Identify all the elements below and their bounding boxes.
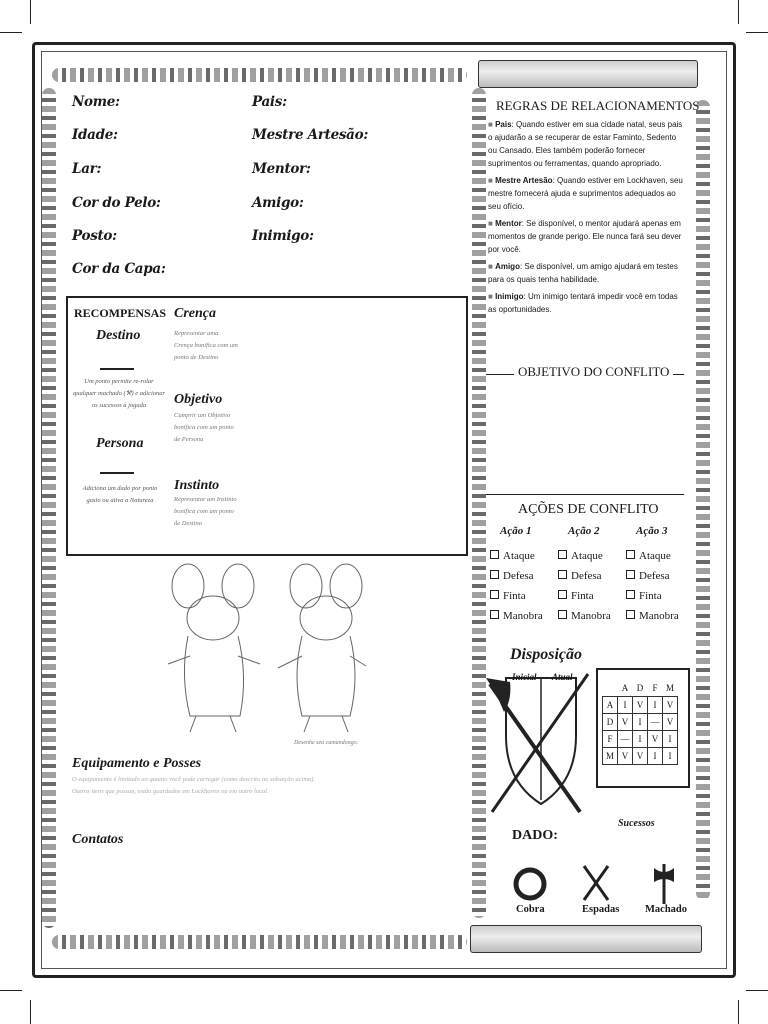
field-inimigo[interactable]: Inimigo: <box>252 228 314 244</box>
rules-title: REGRAS DE RELACIONAMENTOS <box>496 98 700 113</box>
action-3-label: Ação 3 <box>636 525 668 537</box>
checkbox-manobra[interactable]: Manobra <box>490 606 543 626</box>
persona-value-line[interactable] <box>100 472 134 474</box>
crop-mark <box>746 32 768 33</box>
persona-text: Adiciona um dado por ponto gasto ou ativa a Natureza <box>82 485 158 504</box>
checkbox-finta[interactable]: Finta <box>490 586 543 606</box>
disposition-current-label: Atual <box>552 672 573 682</box>
destino-text: Um ponto permite re-rolar qualquer machado (⚒) e adicionar os sucessos à jogada <box>72 378 166 409</box>
mouse-drawing-illustration[interactable] <box>160 556 370 746</box>
checkbox-defesa[interactable]: Defesa <box>626 566 679 586</box>
action-2-options <box>558 546 611 626</box>
contacts-title: Contatos <box>72 832 124 847</box>
action-2-label: Ação 2 <box>568 525 600 537</box>
field-mentor[interactable]: Mentor: <box>252 161 311 177</box>
checkbox-manobra[interactable]: Manobra <box>626 606 679 626</box>
rule-item: ■ Pais: Quando estiver em sua cidade natal, seus pais o ajudarão a se recuperar de estar Faminto, Sedento ou Cansado. Eles também poderão fornecer suprimentos ou ferramentas, quando apropriado. <box>488 120 683 168</box>
dice-faces-icons <box>508 860 688 906</box>
crenca-label: Crença <box>174 306 216 321</box>
objetivo-label: Objetivo <box>174 392 223 407</box>
rule-item: ■ Mentor: Se disponível, o mentor ajudará apenas em momentos de grande perigo. Ele nunca fará seu dever por você. <box>488 219 682 254</box>
disposition-current-field[interactable] <box>550 686 584 756</box>
checkbox-finta[interactable]: Finta <box>558 586 611 606</box>
field-amigo[interactable]: Amigo: <box>252 195 304 211</box>
action-1-options <box>490 546 543 626</box>
dice-title: DADO: <box>512 828 558 843</box>
equipment-title: Equipamento e Posses <box>72 756 202 771</box>
crop-mark <box>738 0 739 24</box>
destino-value-line[interactable] <box>100 368 134 370</box>
checkbox-finta[interactable]: Finta <box>626 586 679 606</box>
right-knotwork-border <box>696 100 710 900</box>
dice-face-espadas: Espadas <box>582 904 620 915</box>
swords-icon <box>584 866 608 900</box>
equipment-text: O equipamento é limitado ao quanto você pode carregar (como descrito no sobseção acima). Outros itens que possua, estão guardados em Lockhaven ou em outro local. <box>72 776 316 795</box>
field-cor-do-pelo[interactable]: Cor do Pelo: <box>72 195 161 211</box>
action-3-options <box>626 546 679 626</box>
checkbox-manobra[interactable]: Manobra <box>558 606 611 626</box>
rule-item: ■ Mestre Artesão: Quando estiver em Lockhaven, seu mestre fornecerá ajuda e suprimentos adequados ao seu ofício. <box>488 176 683 211</box>
action-1-label: Ação 1 <box>500 525 532 537</box>
dice-face-cobra: Cobra <box>516 904 545 915</box>
crop-mark <box>0 990 22 991</box>
snake-icon <box>516 870 544 898</box>
crop-mark <box>30 1000 31 1024</box>
dice-face-machado: Machado <box>645 904 687 915</box>
conflict-actions-rule <box>486 494 684 495</box>
conflict-goal-field[interactable] <box>488 386 684 482</box>
instinto-text: Representar um Instinto bonifica com um ponto de Destino <box>174 496 237 527</box>
field-idade[interactable]: Idade: <box>72 127 118 143</box>
conflict-goal-title: OBJETIVO DO CONFLITO <box>514 364 673 380</box>
field-pais[interactable]: Pais: <box>252 94 287 110</box>
checkbox-ataque[interactable]: Ataque <box>626 546 679 566</box>
checkbox-defesa[interactable]: Defesa <box>490 566 543 586</box>
drawing-caption: Desenhe seu camundongo. <box>294 740 359 746</box>
field-posto[interactable]: Posto: <box>72 228 117 244</box>
checkbox-ataque[interactable]: Ataque <box>558 546 611 566</box>
rules-list <box>488 118 686 316</box>
rule-item: ■ Amigo: Se disponível, um amigo ajudará em testes para os quais tenha habilidade. <box>488 262 678 284</box>
crop-mark <box>738 1000 739 1024</box>
checkbox-defesa[interactable]: Defesa <box>558 566 611 586</box>
bottom-knotwork-border <box>52 935 467 949</box>
disposition-initial-label: Inicial <box>512 672 537 682</box>
instinto-label: Instinto <box>174 478 220 493</box>
conflict-actions-title: AÇÕES DE CONFLITO <box>518 502 659 517</box>
bottom-scroll-banner <box>470 925 702 953</box>
disposition-grid-frame <box>596 668 690 788</box>
field-mestre-artesao[interactable]: Mestre Artesão: <box>252 127 369 143</box>
axe-icon <box>654 864 674 904</box>
checkbox-ataque[interactable]: Ataque <box>490 546 543 566</box>
disposition-title: Disposição <box>510 646 582 663</box>
contacts-field[interactable] <box>72 852 462 922</box>
crop-mark <box>30 0 31 24</box>
disposition-grid: A D F M A I V I V D V I — V F — I V I M V V I I <box>602 680 678 765</box>
objetivo-text: Cumprir um Objetivo bonifica com um ponto de Persona <box>174 412 234 443</box>
equipment-field[interactable] <box>72 802 462 826</box>
crenca-text: Representar uma Crença bonifica com um ponto de Destino <box>174 330 238 361</box>
left-knotwork-border <box>42 88 56 928</box>
destino-label: Destino <box>96 328 141 343</box>
rule-item: ■ Inimigo: Um inimigo tentará impedir você em todas as oportunidades. <box>488 292 678 314</box>
field-lar[interactable]: Lar: <box>72 161 102 177</box>
field-cor-da-capa[interactable]: Cor da Capa: <box>72 261 166 277</box>
persona-label: Persona <box>96 436 144 451</box>
crop-mark <box>0 32 22 33</box>
top-knotwork-border <box>52 68 467 82</box>
successes-label: Sucessos <box>618 818 655 829</box>
rewards-title: RECOMPENSAS <box>74 306 167 320</box>
disposition-initial-field[interactable] <box>510 686 544 756</box>
crop-mark <box>746 990 768 991</box>
top-scroll-banner <box>478 60 698 88</box>
field-nome[interactable]: Nome: <box>72 94 120 110</box>
